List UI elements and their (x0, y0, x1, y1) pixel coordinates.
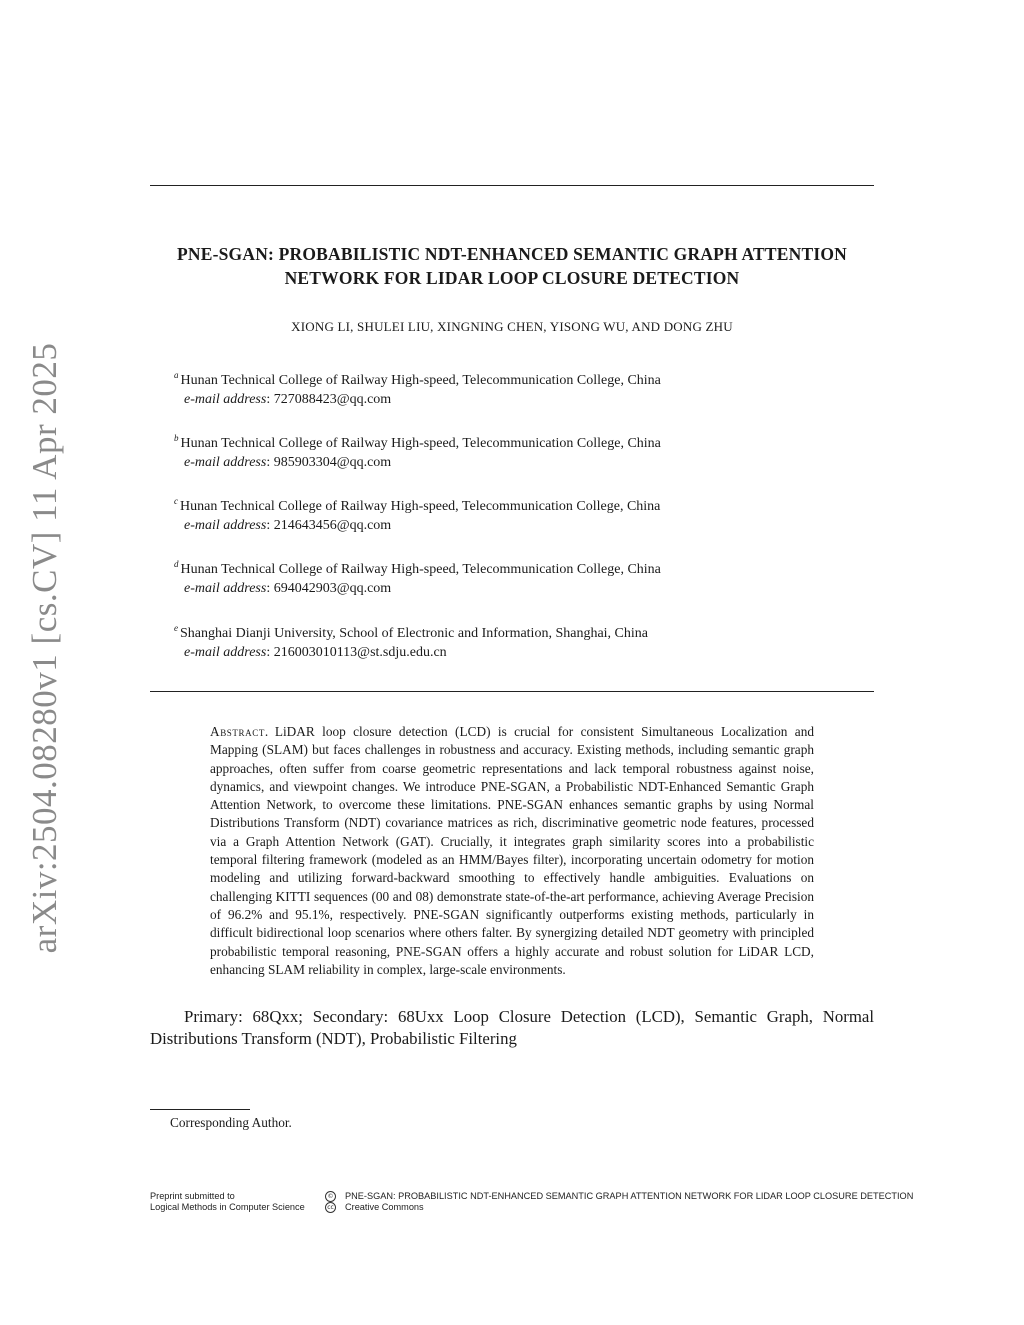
affiliation-institution: Shanghai Dianji University, School of Electronic and Information, Shanghai, China (180, 626, 648, 641)
title-line-1: PNE-SGAN: PROBABILISTIC NDT-ENHANCED SEMANTIC GRAPH ATTENTION (176, 244, 847, 264)
footer-journal (150, 1191, 305, 1213)
affiliation-institution: Hunan Technical College of Railway High-speed, Telecommunication College, China (180, 562, 661, 577)
email-address: : 214643456@qq.com (266, 518, 392, 533)
abstract-text: LiDAR loop closure detection (LCD) is crucial for consistent Simultaneous Localization and Mapping (SLAM) but faces challenges in robustness and accuracy. Existing methods, including semantic graph approaches, often suffer from coarse geometric representations and lack temporal robustness against noise, dynamics, and viewpoint changes. We introduce PNE-SGAN, a Probabilistic NDT-Enhanced Semantic Graph Attention Network, to overcome these limitations. PNE-SGAN enhances semantic graphs by using Normal Distributions Transform (NDT) covariance matrices as rich, discriminative geometric node features, processed via a Graph Attention Network (GAT). Crucially, it integrates graph similarity scores into a probabilistic temporal filtering framework (modeled as an HMM/Bayes filter), incorporating uncertain odometry for motion modeling and utilizing forward-backward smoothing to effectively handle ambiguities. Evaluations on challenging KITTI sequences (00 and 08) demonstrate state-of-the-art performance, achieving Average Precision of 96.2% and 95.1%, respectively. PNE-SGAN significantly outperforms existing methods, particularly in difficult bidirectional loop scenarios where others falter. By synergizing detailed NDT geometry with principled probabilistic temporal reasoning, PNE-SGAN offers a highly accurate and robust solution for LiDAR LCD, enhancing SLAM reliability in complex, large-scale environments. (210, 724, 814, 977)
abstract (210, 723, 814, 979)
section-rule (150, 691, 874, 692)
paper-title (150, 242, 874, 290)
footer-preprint-line: Preprint submitted to (150, 1191, 235, 1201)
affiliation-institution: Hunan Technical College of Railway High-speed, Telecommunication College, China (180, 499, 661, 514)
affiliation-mark: c (174, 496, 178, 507)
footer-journal-line: Logical Methods in Computer Science (150, 1202, 305, 1212)
affiliation-b (174, 434, 874, 472)
email-label: e-mail address (184, 518, 267, 533)
affiliation-mark: a (174, 370, 179, 381)
keywords: Primary: 68Qxx; Secondary: 68Uxx Loop Closure Detection (LCD), Semantic Graph, Normal Distributions Transform (NDT), Probabilistic Filtering (150, 1007, 874, 1048)
affiliation-e (174, 624, 874, 662)
footer-license (325, 1191, 913, 1213)
affiliation-c (174, 497, 874, 535)
footer-running-title: PNE-SGAN: PROBABILISTIC NDT-ENHANCED SEMANTIC GRAPH ATTENTION NETWORK FOR LIDAR LOOP CLOSURE DETECTION (345, 1191, 914, 1201)
email-label: e-mail address (184, 645, 267, 660)
creative-commons-icon: cc (325, 1202, 336, 1213)
email-address: : 985903304@qq.com (266, 455, 392, 470)
footnote-rule (150, 1109, 250, 1110)
email-address: : 727088423@qq.com (266, 392, 392, 407)
affiliation-mark: d (174, 559, 179, 570)
affiliation-mark: e (174, 623, 178, 634)
copyright-icon: © (325, 1191, 336, 1202)
footnote: Corresponding Author. (170, 1115, 292, 1130)
footer-license-text: Creative Commons (345, 1202, 424, 1212)
affiliation-a (174, 371, 874, 409)
author-list: XIONG LI, SHULEI LIU, XINGNING CHEN, YISONG WU, AND DONG ZHU (291, 319, 733, 334)
affiliation-mark: b (174, 433, 179, 444)
title-line-2: NETWORK FOR LIDAR LOOP CLOSURE DETECTION (284, 268, 740, 288)
affiliation-d (174, 560, 874, 598)
abstract-label: Abstract. (210, 724, 269, 739)
affiliation-institution: Hunan Technical College of Railway High-speed, Telecommunication College, China (180, 373, 661, 388)
email-label: e-mail address (184, 392, 267, 407)
arxiv-side-stamp: arXiv:2504.08280v1 [cs.CV] 11 Apr 2025 (25, 342, 64, 954)
email-label: e-mail address (184, 455, 267, 470)
affiliation-institution: Hunan Technical College of Railway High-speed, Telecommunication College, China (180, 436, 661, 451)
email-address: : 694042903@qq.com (266, 581, 392, 596)
top-rule (150, 185, 874, 186)
email-label: e-mail address (184, 581, 267, 596)
email-address: : 216003010113@st.sdju.edu.cn (266, 645, 447, 660)
